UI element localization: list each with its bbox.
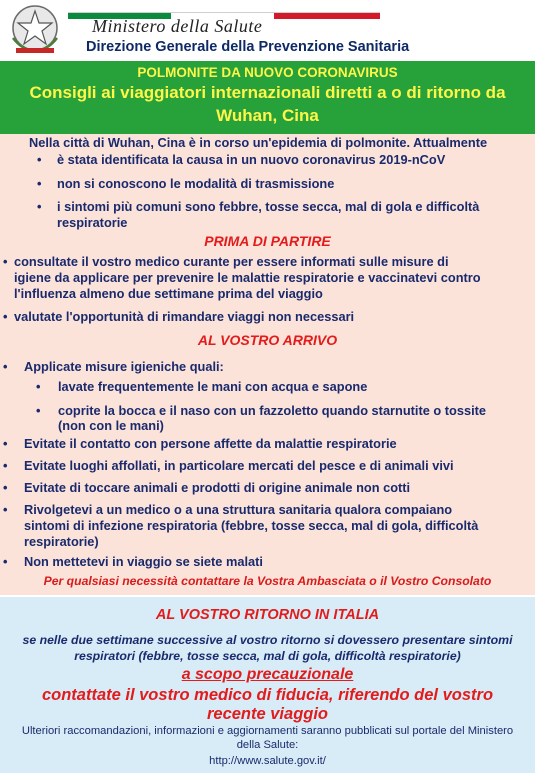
banner-title-line1: Consigli ai viaggiatori internazionali diretti a o di ritorno da bbox=[29, 83, 506, 102]
banner-title-line2: Wuhan, Cina bbox=[216, 106, 319, 125]
ministry-url-link[interactable]: http://www.salute.gov.it/ bbox=[209, 755, 326, 767]
bullet-icon: • bbox=[3, 359, 8, 374]
bullet-icon: • bbox=[37, 199, 42, 214]
arrival-subitem: coprite la bocca e il naso con un fazzoletto quando starnutite o tossite bbox=[58, 403, 487, 418]
bullet-icon: • bbox=[3, 458, 8, 473]
italian-republic-emblem-icon bbox=[2, 2, 68, 56]
intro-item: è stata identificata la causa in un nuovo coronavirus 2019-nCoV bbox=[57, 152, 446, 167]
footer-note: Ulteriori raccomandazioni, informazioni e aggiornamenti saranno pubblicati sul portale del Ministero bbox=[21, 725, 514, 737]
arrival-subitem: lavate frequentemente le mani con acqua e sapone bbox=[58, 379, 368, 394]
bullet-icon: • bbox=[37, 176, 42, 191]
bullet-icon: • bbox=[3, 436, 8, 451]
before-item: valutate l'opportunità di rimandare viaggi non necessari bbox=[14, 309, 355, 324]
arrival-item: Applicate misure igieniche quali: bbox=[24, 359, 224, 374]
embassy-note: Per qualsiasi necessità contattare la Vostra Ambasciata o il Vostro Consolato bbox=[43, 574, 492, 588]
return-text-continued: respiratori (febbre, tosse secca, mal di gola, difficoltà respiratorie) bbox=[74, 649, 461, 663]
footer-note-continued: della Salute: bbox=[236, 739, 299, 751]
contact-doctor-text-continued: recente viaggio bbox=[206, 705, 329, 723]
title-banner bbox=[0, 61, 535, 134]
before-item-continued: l'influenza almeno due settimane prima del viaggio bbox=[14, 286, 323, 301]
contact-doctor-text: contattate il vostro medico di fiducia, riferendo del vostro bbox=[41, 686, 494, 704]
bullet-icon: • bbox=[3, 309, 8, 324]
return-section bbox=[0, 597, 535, 773]
bullet-icon: • bbox=[3, 554, 8, 569]
advice-section bbox=[0, 134, 535, 595]
arrival-subitem-continued: (non con le mani) bbox=[58, 418, 164, 433]
section-heading-before: PRIMA DI PARTIRE bbox=[204, 233, 331, 249]
ministry-logotype: Ministero della Salute bbox=[92, 16, 263, 36]
banner-subtitle: POLMONITE DA NUOVO CORONAVIRUS bbox=[137, 65, 398, 80]
intro-item: i sintomi più comuni sono febbre, tosse secca, mal di gola e difficoltà bbox=[57, 199, 480, 214]
bullet-icon: • bbox=[37, 152, 42, 167]
arrival-item: Evitate il contatto con persone affette da malattie respiratorie bbox=[24, 436, 397, 451]
page-header bbox=[0, 0, 535, 60]
bullet-icon: • bbox=[36, 379, 41, 394]
arrival-item: Evitate luoghi affollati, in particolare mercati del pesce e di animali vivi bbox=[24, 458, 454, 473]
section-heading-return: AL VOSTRO RITORNO IN ITALIA bbox=[155, 607, 380, 623]
arrival-item-continued: respiratorie) bbox=[24, 534, 99, 549]
bullet-icon: • bbox=[3, 254, 8, 269]
bullet-icon: • bbox=[3, 502, 8, 517]
directorate-title: Direzione Generale della Prevenzione Sanitaria bbox=[86, 39, 410, 55]
bullet-icon: • bbox=[36, 403, 41, 418]
arrival-item: Evitate di toccare animali e prodotti di origine animale non cotti bbox=[24, 480, 411, 495]
section-heading-arrival: AL VOSTRO ARRIVO bbox=[197, 332, 338, 348]
bullet-icon: • bbox=[3, 480, 8, 495]
return-text: se nelle due settimane successive al vostro ritorno si dovessero presentare sintomi bbox=[22, 633, 513, 647]
before-item-continued: igiene da applicare per prevenire le malattie respiratorie e vaccinatevi contro bbox=[14, 270, 481, 285]
arrival-item: Non mettetevi in viaggio se siete malati bbox=[24, 554, 263, 569]
precaution-text: a scopo precauzionale bbox=[181, 666, 354, 683]
before-item: consultate il vostro medico curante per essere informati sulle misure di bbox=[14, 254, 449, 269]
arrival-item: Rivolgetevi a un medico o a una struttura sanitaria qualora compaiano bbox=[24, 502, 453, 517]
intro-lead: Nella città di Wuhan, Cina è in corso un'epidemia di polmonite. Attualmente bbox=[29, 135, 488, 150]
intro-item: non si conoscono le modalità di trasmissione bbox=[57, 176, 335, 191]
arrival-item-continued: sintomi di infezione respiratoria (febbre, tosse secca, mal di gola, difficoltà bbox=[24, 518, 479, 533]
intro-item-continued: respiratorie bbox=[57, 215, 128, 230]
precaution-label bbox=[0, 666, 535, 684]
